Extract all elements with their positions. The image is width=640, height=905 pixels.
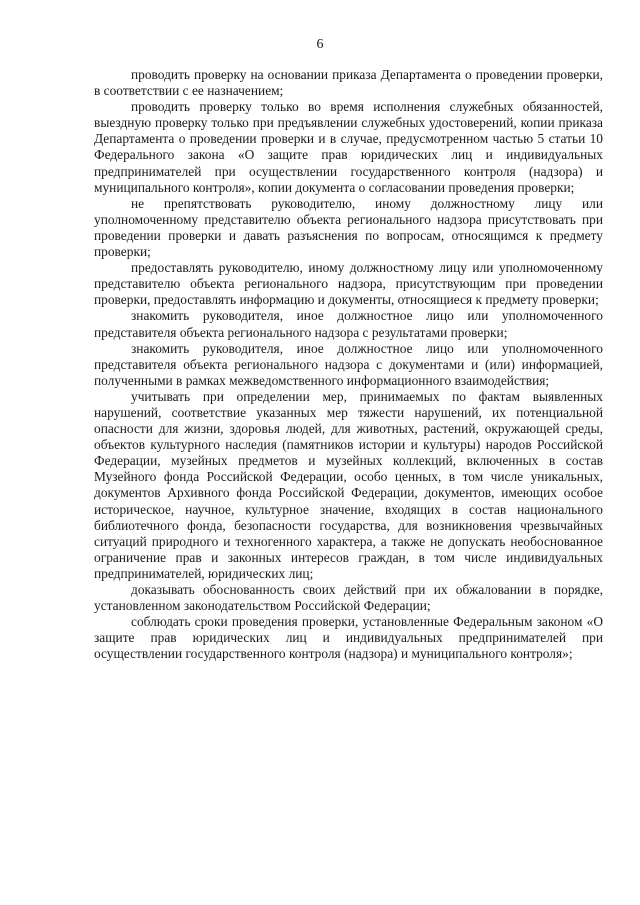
document-body — [94, 67, 603, 662]
paragraph: соблюдать сроки проведения проверки, установленные Федеральным законом «О защите прав юридических лиц и индивидуальных предпринимателей при осуществлении государственного контроля (надзора) и муниципального контроля»; — [94, 614, 603, 662]
paragraph: учитывать при определении мер, принимаемых по фактам выявленных нарушений, соответствие указанных мер тяжести нарушений, их потенциальной опасности для жизни, здоровья людей, для животных, растений, окружающей среды, объектов культурного наследия (памятников истории и культуры) народов Российской Федерации, музейных предметов и музейных коллекций, включенных в состав Музейного фонда Российской Федерации, особо ценных, в том числе уникальных, документов Архивного фонда Российской Федерации, документов, имеющих особое историческое, научное, культурное значение, входящих в состав национального библиотечного фонда, безопасности государства, для возникновения чрезвычайных ситуаций природного и техногенного характера, а также не допускать необоснованное ограничение прав и законных интересов граждан, в том числе индивидуальных предпринимателей, юридических лиц; — [94, 388, 603, 581]
paragraph: предоставлять руководителю, иному должностному лицу или уполномоченному представителю объекта регионального надзора, присутствующим при проведении проверки, предоставлять информацию и документы, относящиеся к предмету проверки; — [94, 260, 603, 308]
paragraph: знакомить руководителя, иное должностное лицо или уполномоченного представителя объекта регионального надзора с документами и (или) информацией, полученными в рамках межведомственного информационного взаимодействия; — [94, 340, 603, 388]
paragraph: не препятствовать руководителю, иному должностному лицу или уполномоченному представителю объекта регионального надзора присутствовать при проведении проверки и давать разъяснения по вопросам, относящимся к предмету проверки; — [94, 195, 603, 260]
paragraph: доказывать обоснованность своих действий при их обжаловании в порядке, установленном законодательством Российской Федерации; — [94, 582, 603, 614]
paragraph: проводить проверку только во время исполнения служебных обязанностей, выездную проверку только при предъявлении служебных удостоверений, копии приказа Департамента о проведении проверки и в случае, предусмотренном частью 5 статьи 10 Федерального закона «О защите прав юридических лиц и индивидуальных предпринимателей при осуществлении государственного контроля (надзора) и муниципального контроля», копии документа о согласовании проведения проверки; — [94, 99, 603, 195]
paragraph: знакомить руководителя, иное должностное лицо или уполномоченного представителя объекта регионального надзора с результатами проверки; — [94, 308, 603, 340]
page-number: 6 — [316, 37, 324, 52]
paragraph: проводить проверку на основании приказа Департамента о проведении проверки, в соответствии с ее назначением; — [94, 67, 603, 99]
